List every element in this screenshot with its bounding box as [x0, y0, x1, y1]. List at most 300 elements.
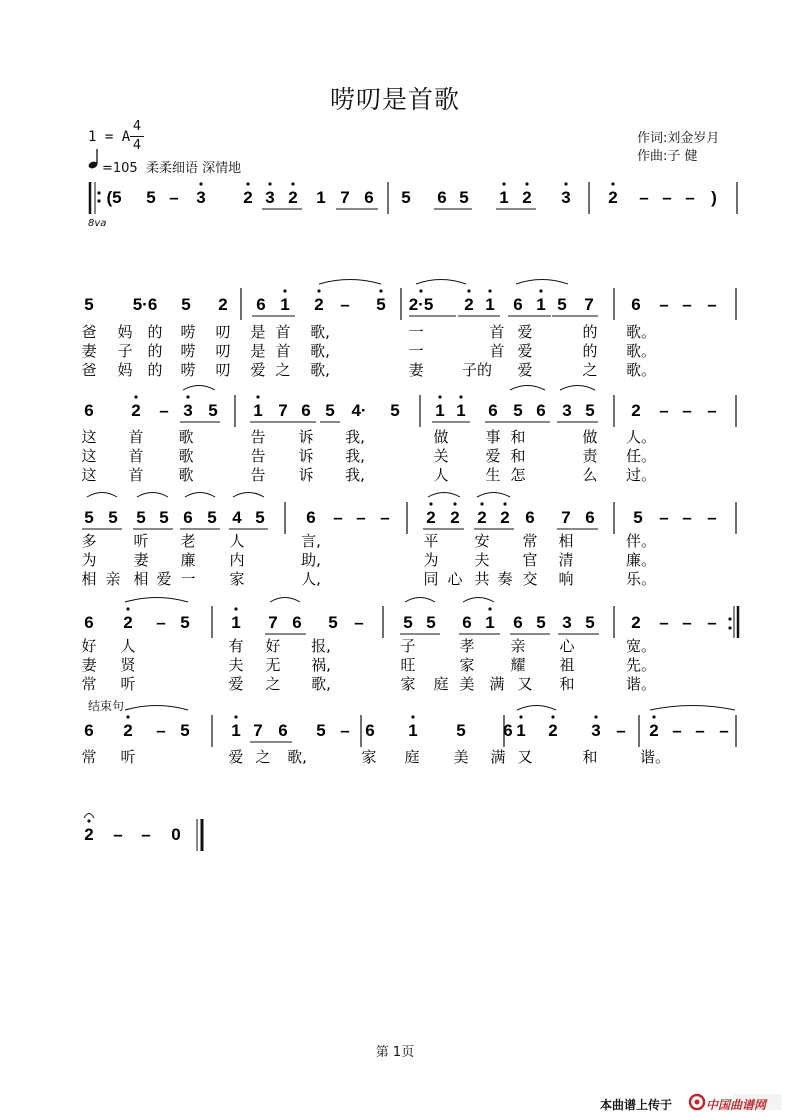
slur [87, 493, 117, 498]
octave-dot [728, 626, 731, 629]
octave-dot [379, 289, 382, 292]
octave-dot [488, 289, 491, 292]
note: 1 [499, 188, 509, 207]
note: 6 [513, 295, 523, 314]
note: – [616, 721, 626, 740]
lyric: 伴。 [625, 532, 657, 550]
lyric: 亲 [105, 570, 121, 588]
note: 5 [207, 508, 217, 527]
note: 6 [513, 613, 523, 632]
lyric: 爱 [228, 675, 244, 693]
note: – [659, 613, 669, 632]
slur [463, 598, 494, 603]
note: 5 [557, 295, 567, 314]
lyric: 么 [582, 466, 598, 484]
lyric: 宽。 [625, 637, 657, 655]
slur [650, 706, 735, 711]
lyric: 子 [400, 637, 416, 655]
octave-dot [411, 715, 414, 718]
slur [516, 280, 568, 285]
note: – [672, 721, 682, 740]
note: 1 [253, 401, 263, 420]
note: 5 [84, 508, 94, 527]
lyric: 奏 [497, 570, 513, 588]
ottava-marking: 8va [88, 218, 107, 229]
note: – [707, 613, 717, 632]
lyric: 诉 [298, 466, 314, 484]
note: 6 [462, 613, 472, 632]
note: 1 [485, 613, 495, 632]
lyric: 和 [559, 675, 575, 693]
note: – [682, 613, 692, 632]
note: 3 [265, 188, 275, 207]
upload-notice: 本曲谱上传于 [600, 1098, 673, 1112]
lyric: 告 [250, 428, 266, 446]
note: 5 [180, 613, 190, 632]
note: 1 [316, 188, 326, 207]
lyric: 首 [489, 323, 505, 341]
lyric: 我, [345, 466, 365, 484]
slur [233, 493, 264, 498]
note: 2 [218, 295, 228, 314]
note: ) [711, 188, 717, 207]
lyric: 家 [400, 675, 416, 693]
lyric: 妻 [408, 361, 424, 379]
note: 6 [292, 613, 302, 632]
slur [183, 386, 215, 391]
lyric: 同 [423, 570, 439, 588]
lyric: 人。 [625, 428, 657, 446]
note: – [719, 721, 729, 740]
lyricist-credit: 作词:刘金岁月 [637, 131, 720, 146]
lyric: 之 [582, 361, 598, 379]
note: 7 [561, 508, 571, 527]
lyric: 妻 [81, 656, 97, 674]
note: 5 [401, 188, 411, 207]
slur [510, 386, 545, 391]
slur [477, 493, 510, 498]
lyric: 这 [81, 447, 97, 465]
lyric: 唠 [180, 361, 196, 379]
lyric: 相 [81, 570, 97, 588]
lyric: 唠 [180, 342, 196, 360]
note: – [685, 188, 695, 207]
note: – [662, 188, 672, 207]
lyric: 歌 [178, 447, 194, 465]
lyric: 诉 [298, 428, 314, 446]
lyric: 爱 [156, 570, 172, 588]
note: – [695, 721, 705, 740]
note: – [340, 295, 350, 314]
octave-dot [256, 395, 259, 398]
lyric: 之 [255, 748, 271, 766]
song-title: 唠叨是首歌 [329, 85, 460, 114]
octave-dot [317, 289, 320, 292]
lyric: 这 [81, 466, 97, 484]
lyric: 常 [522, 532, 538, 550]
lyric: 内 [229, 551, 245, 569]
slur [560, 386, 595, 391]
lyric: 的 [147, 342, 163, 360]
lyric: 听 [120, 748, 136, 766]
octave-dot [234, 607, 237, 610]
note: 1 [231, 613, 241, 632]
lyric: 多 [81, 532, 97, 550]
slur [405, 598, 435, 603]
note: 5 [390, 401, 400, 420]
octave-dot [126, 607, 129, 610]
octave-dot [199, 182, 202, 185]
time-signature-denominator: 4 [132, 138, 142, 153]
key-signature: 1 = A [88, 129, 131, 145]
lyric: 家 [459, 656, 475, 674]
lyric: 爸 [81, 323, 97, 341]
note: – [707, 508, 717, 527]
octave-dot [502, 182, 505, 185]
note: 2 [522, 188, 532, 207]
note: 5 [159, 508, 169, 527]
note: 6 [631, 295, 641, 314]
note: 6 [364, 188, 374, 207]
note: 2 [243, 188, 253, 207]
lyric: 的 [147, 323, 163, 341]
note: 1 [485, 295, 495, 314]
octave-dot [467, 289, 470, 292]
note: 5 [633, 508, 643, 527]
note: 6 [84, 721, 94, 740]
octave-dot [519, 715, 522, 718]
note: 5 [84, 295, 94, 314]
note: 6 [585, 508, 595, 527]
note: – [354, 613, 364, 632]
lyric: 言, [301, 532, 321, 550]
lyric: 老 [180, 532, 196, 550]
note: 3 [561, 188, 571, 207]
note: 2 [500, 508, 510, 527]
octave-dot [419, 289, 422, 292]
lyric: 平 [423, 532, 439, 550]
note: 7 [340, 188, 350, 207]
octave-dot [564, 182, 567, 185]
lyric: 又 [517, 748, 533, 766]
lyric: 先。 [625, 656, 657, 674]
lyric: 的 [582, 342, 598, 360]
lyric: 过。 [625, 466, 657, 484]
note: 3 [183, 401, 193, 420]
note: – [707, 401, 717, 420]
lyric: 爱 [485, 447, 501, 465]
lyric: 歌。 [625, 342, 657, 360]
note: 1 [408, 721, 418, 740]
lyric: 庭 [433, 675, 449, 693]
lyric: 我, [345, 428, 365, 446]
note: 5 [108, 508, 118, 527]
octave-dot [652, 715, 655, 718]
octave-dot [97, 191, 100, 194]
note: 3 [562, 401, 572, 420]
slur [517, 706, 556, 711]
site-logo-text: 中国曲谱网 [706, 1098, 767, 1112]
note: 4· [351, 401, 367, 420]
note: 6 [301, 401, 311, 420]
note: – [682, 508, 692, 527]
note: 6 [536, 401, 546, 420]
lyric: 满 [489, 675, 505, 693]
lyric: 祸, [311, 656, 331, 674]
note: 1 [456, 401, 466, 420]
note: 2 [608, 188, 618, 207]
note: 5 [325, 401, 335, 420]
lyric: 谐。 [639, 748, 671, 766]
lyric: 相 [558, 532, 574, 550]
lyric: 好 [265, 637, 281, 655]
note: 6 [183, 508, 193, 527]
octave-dot [503, 502, 506, 505]
lyric: 首 [489, 342, 505, 360]
note: – [659, 508, 669, 527]
note: 2 [649, 721, 659, 740]
lyric: 交 [522, 570, 538, 588]
lyric: 旺 [400, 656, 416, 674]
note: – [113, 825, 123, 844]
lyric: 首 [128, 447, 144, 465]
note: 5 [456, 721, 466, 740]
lyric: 耀 [510, 656, 526, 674]
lyric: 美 [453, 748, 469, 766]
lyric: 告 [250, 447, 266, 465]
note: 5 [426, 613, 436, 632]
note: 2 [426, 508, 436, 527]
tempo-value: =105 [102, 161, 138, 176]
lyric: 共 [474, 570, 490, 588]
composer-credit: 作曲:子 健 [637, 149, 698, 164]
note: – [659, 295, 669, 314]
lyric: 之 [265, 675, 281, 693]
note: 5 [208, 401, 218, 420]
note: 2 [450, 508, 460, 527]
lyric: 爱 [250, 361, 266, 379]
note: 6 [488, 401, 498, 420]
note: 6 [278, 721, 288, 740]
slur [416, 280, 466, 285]
lyric: 响 [558, 570, 574, 588]
lyric: 人 [120, 637, 136, 655]
lyric: 助, [301, 551, 321, 569]
note: – [659, 401, 669, 420]
note: – [682, 295, 692, 314]
lyric: 为 [423, 551, 439, 569]
note: 2 [631, 401, 641, 420]
lyric: 的 [147, 361, 163, 379]
octave-dot [134, 395, 137, 398]
lyric: 听 [120, 675, 136, 693]
lyric: 好 [81, 637, 97, 655]
slur [428, 493, 460, 498]
note-marks [81, 182, 735, 844]
octave-dot [246, 182, 249, 185]
lyric: 是 [250, 342, 266, 360]
lyric: 夫 [228, 656, 244, 674]
octave-dot [291, 182, 294, 185]
note: 7 [584, 295, 594, 314]
lyric: 首 [128, 428, 144, 446]
lyric: 爱 [517, 361, 533, 379]
note: 5 [181, 295, 191, 314]
lyric: 任。 [625, 447, 657, 465]
octave-dot [97, 199, 100, 202]
note: 1 [280, 295, 290, 314]
note: 6 [525, 508, 535, 527]
lyric: 歌 [178, 428, 194, 446]
lyric: 歌。 [625, 323, 657, 341]
lyric: 爱 [517, 342, 533, 360]
lyric: 怎 [510, 466, 526, 484]
slur [319, 280, 381, 285]
note: – [707, 295, 717, 314]
lyric: 满 [490, 748, 506, 766]
lyric: 妈 [117, 323, 133, 341]
note: 5 [255, 508, 265, 527]
octave-dot [268, 182, 271, 185]
lyric: 美 [459, 675, 475, 693]
lyric: 一 [180, 570, 196, 588]
lyric: 和 [510, 428, 526, 446]
note: – [340, 721, 350, 740]
note: 5 [328, 613, 338, 632]
note: – [639, 188, 649, 207]
lyric: 和 [582, 748, 598, 766]
octave-dot [234, 715, 237, 718]
lyric: 清 [558, 551, 574, 569]
note: 7 [268, 613, 278, 632]
note: 6 [437, 188, 447, 207]
note: – [682, 401, 692, 420]
octave-dot [728, 617, 731, 620]
lyric: 妈 [117, 361, 133, 379]
note: 5 [146, 188, 156, 207]
note: 2·5 [408, 295, 434, 314]
lyric: 人 [433, 466, 449, 484]
lyric: 家 [229, 570, 245, 588]
octave-dot [480, 502, 483, 505]
lyric: 做 [433, 428, 449, 446]
lyric: 歌, [311, 675, 331, 693]
note: 7 [253, 721, 263, 740]
note: 5 [536, 613, 546, 632]
lyric: 心 [559, 637, 575, 655]
octave-dot [283, 289, 286, 292]
lyric: 告 [250, 466, 266, 484]
note: 1 [516, 721, 526, 740]
lyric: 妻 [81, 342, 97, 360]
lyric: 诉 [298, 447, 314, 465]
lyric: 歌, [310, 323, 330, 341]
note: – [380, 508, 390, 527]
slur [185, 493, 215, 498]
lyric: 歌。 [625, 361, 657, 379]
page-number: 第 1页 [375, 1045, 415, 1060]
lyric: 首 [275, 323, 291, 341]
note: 2 [548, 721, 558, 740]
note: 3 [562, 613, 572, 632]
note: 2 [464, 295, 474, 314]
note: – [156, 721, 166, 740]
lyric: 歌 [178, 466, 194, 484]
note: 2 [131, 401, 141, 420]
octave-dot [87, 819, 90, 822]
note: 5 [316, 721, 326, 740]
note: – [333, 508, 343, 527]
note: 2 [123, 721, 133, 740]
note: 2 [477, 508, 487, 527]
lyric: 又 [517, 675, 533, 693]
note: 5 [513, 401, 523, 420]
note: 2 [314, 295, 324, 314]
lyric: 之 [275, 361, 291, 379]
lyric: 亲 [510, 637, 526, 655]
lyric: 首 [275, 342, 291, 360]
lyric: 家 [361, 748, 377, 766]
octave-dot [126, 715, 129, 718]
lyric: 的 [582, 323, 598, 341]
octave-dot [429, 502, 432, 505]
lyric: 叨 [215, 342, 231, 360]
lyric: 孝 [459, 637, 475, 655]
note: 2 [631, 613, 641, 632]
lyric: 歌, [310, 342, 330, 360]
note: 5 [403, 613, 413, 632]
lyric: 子 [117, 342, 133, 360]
octave-dot [453, 502, 456, 505]
lyric: 人, [301, 570, 321, 588]
note: 3 [196, 188, 206, 207]
note: 6 [84, 401, 94, 420]
slur [270, 598, 300, 603]
lyric: 做 [582, 428, 598, 446]
lyric: 爱 [517, 323, 533, 341]
lyric: 一 [408, 323, 424, 341]
lyric: 报, [311, 637, 331, 655]
lyric: 歌, [287, 748, 307, 766]
slur [125, 598, 188, 603]
lyric: 责 [582, 447, 598, 465]
lyric: 祖 [559, 656, 575, 674]
octave-dot [488, 607, 491, 610]
octave-dot [438, 395, 441, 398]
octave-dot [459, 395, 462, 398]
lyric: 我, [345, 447, 365, 465]
lyric: 妻 [133, 551, 149, 569]
octave-dot [186, 395, 189, 398]
lyric: 有 [228, 637, 244, 655]
note: – [159, 401, 169, 420]
lyric: 是 [250, 323, 266, 341]
note: 5 [376, 295, 386, 314]
lyric: 爸 [81, 361, 97, 379]
note: 7 [278, 401, 288, 420]
note: 2 [288, 188, 298, 207]
octave-dot [539, 289, 542, 292]
lyric: 歌, [310, 361, 330, 379]
lyric: 廉。 [625, 551, 657, 569]
lyric: 生 [485, 466, 501, 484]
lyric: 安 [474, 532, 490, 550]
lyric: 人 [229, 532, 245, 550]
lyric: 贤 [120, 656, 136, 674]
lyric: 子的 [461, 361, 493, 379]
ending-label: 结束句 [88, 699, 125, 713]
lyric: 乐。 [625, 570, 657, 588]
